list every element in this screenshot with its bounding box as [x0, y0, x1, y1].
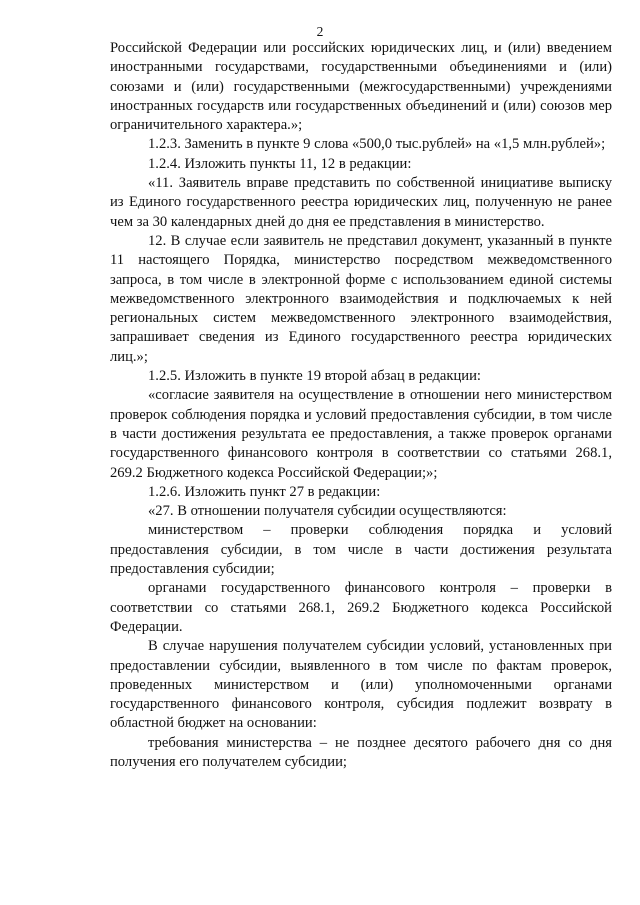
- paragraph-continuation: Российской Федерации или российских юридических лиц, и (или) введением иностранными государствами, государственными объединениями и (или) союзами и (или) государственными (межгосударственными) учреждениями иностранных государств или государственных объединений и (или) союзов мер ограничительного характера.»;: [110, 40, 612, 134]
- paragraph-1-2-6: 1.2.6. Изложить пункт 27 в редакции:: [148, 483, 381, 500]
- paragraph-item-12: 12. В случае если заявитель не представил документ, указанный в пункте 11 настоящего Порядка, министерство посредством межведомственного запроса, в том числе в электронной форме с использованием единой системы межведомственного электронного взаимодействия и подключаемых к ней региональных систем межведомственного электронного взаимодействия, запрашивает сведения из Единого государственного реестра юридических лиц.»;: [110, 232, 612, 365]
- paragraph-item-27: «27. В отношении получателя субсидии осуществляются:: [148, 503, 507, 520]
- paragraph-consent: «согласие заявителя на осуществление в отношении него министерством проверок соблюдения порядка и условий предоставления субсидии, в том числе в части достижения результата ее предоставления, а также проверок органами государственного финансового контроля в соответствии со статьями 268.1, 269.2 Бюджетного кодекса Российской Федерации;»;: [110, 387, 612, 481]
- page-number: 2: [316, 24, 324, 39]
- paragraph-financial-control: органами государственного финансового контроля – проверки в соответствии со статьями 268.1, 269.2 Бюджетного кодекса Российской Федерации.: [110, 580, 612, 635]
- document-body: [110, 39, 612, 772]
- paragraph-1-2-4: 1.2.4. Изложить пункты 11, 12 в редакции:: [148, 155, 412, 172]
- paragraph-ministry-requirement: требования министерства – не позднее десятого рабочего дня со дня получения его получателем субсидии;: [110, 734, 612, 770]
- paragraph-1-2-5: 1.2.5. Изложить в пункте 19 второй абзац в редакции:: [148, 368, 481, 385]
- paragraph-violation: В случае нарушения получателем субсидии условий, установленных при предоставлении субсидии, выявленного в том числе по фактам проверок, проведенных министерством и (или) уполномоченными органами государственного финансового контроля, субсидия подлежит возврату в областной бюджет на основании:: [110, 638, 612, 732]
- paragraph-ministry-checks: министерством – проверки соблюдения порядка и условий предоставления субсидии, в том числе в части достижения результата предоставления субсидии;: [110, 522, 612, 578]
- paragraph-1-2-3: 1.2.3. Заменить в пункте 9 слова «500,0 тыс.рублей» на «1,5 млн.рублей»;: [148, 136, 606, 153]
- paragraph-item-11: «11. Заявитель вправе представить по собственной инициативе выписку из Единого государственного реестра юридических лиц, полученную не ранее чем за 30 календарных дней до дня ее представления в министерство.: [110, 175, 612, 230]
